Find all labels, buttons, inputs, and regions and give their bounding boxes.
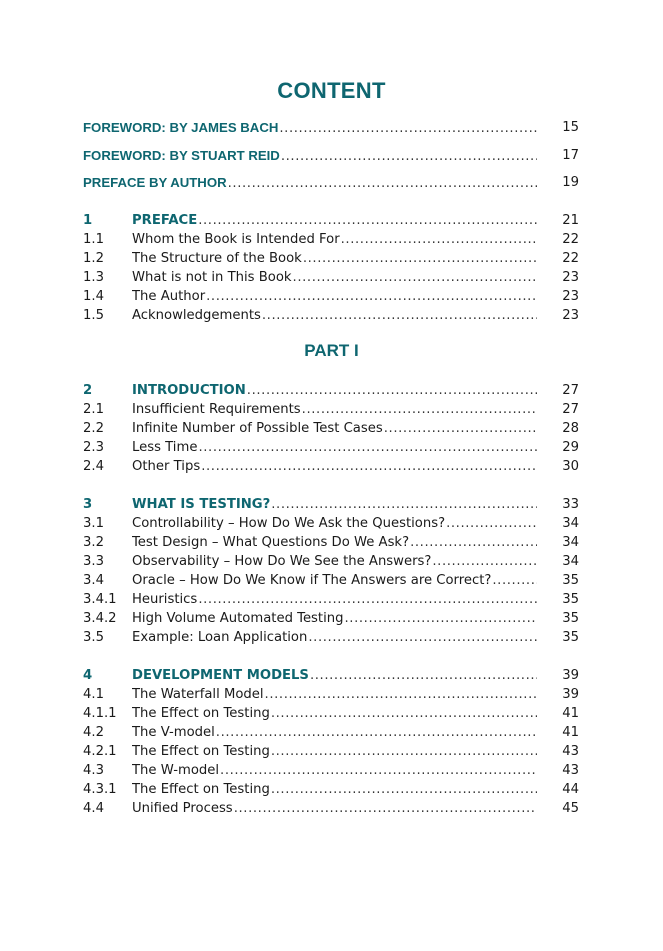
toc-entry-page: 23 — [562, 270, 579, 285]
toc-entry — [83, 211, 579, 230]
toc-entry-title — [132, 799, 537, 818]
toc-entry-title-text: The Waterfall Model — [132, 687, 264, 702]
toc-entry-title — [132, 514, 537, 533]
toc-entry-title — [132, 742, 537, 761]
toc-entry-title — [132, 495, 537, 514]
toc-entry-title-text: Test Design – What Questions Do We Ask? — [132, 535, 410, 550]
toc-entry-page: 15 — [562, 120, 579, 135]
toc-entry-title-text: What is not in This Book — [132, 270, 292, 285]
toc-entry-title-text: Oracle – How Do We Know if The Answers are Correct? — [132, 573, 492, 588]
toc-entry-page: 23 — [562, 289, 579, 304]
toc-entry-title-text: The V-model — [132, 725, 215, 740]
toc-entry-number: 3 — [83, 497, 93, 512]
toc-entry-title — [132, 287, 537, 306]
toc-entry-number: 1.1 — [83, 232, 104, 247]
toc-entry-page: 39 — [562, 668, 579, 683]
toc-entry-title-text: The Effect on Testing — [132, 744, 270, 759]
toc-entry-title-text: Controllability – How Do We Ask the Questions? — [132, 516, 446, 531]
toc-entry — [83, 173, 579, 192]
toc-entry-title — [132, 268, 537, 287]
toc-entry-page: 23 — [562, 308, 579, 323]
toc-entry-title — [132, 438, 537, 457]
toc-entry-page: 33 — [562, 497, 579, 512]
toc-entry — [83, 533, 579, 552]
toc-entry-title — [132, 419, 537, 438]
toc-entry-page: 35 — [562, 630, 579, 645]
toc-entry-page: 22 — [562, 251, 579, 266]
toc-entry-number: 1.3 — [83, 270, 104, 285]
toc-entry-page: 41 — [562, 706, 579, 721]
toc-entry — [83, 419, 579, 438]
part-heading: PART I — [304, 341, 359, 360]
toc-entry-page: 30 — [562, 459, 579, 474]
toc-entry-page: 28 — [562, 421, 579, 436]
toc-entry — [83, 685, 579, 704]
toc-entry-number: 4.4 — [83, 801, 104, 816]
toc-entry — [83, 457, 579, 476]
toc-entry — [83, 268, 579, 287]
toc-entry — [83, 118, 579, 137]
toc-entry-title — [83, 146, 537, 166]
toc-entry — [83, 723, 579, 742]
toc-entry — [83, 742, 579, 761]
toc-entry-title — [132, 780, 537, 799]
toc-entry-title-text: High Volume Automated Testing — [132, 611, 344, 626]
toc-entry-number: 3.2 — [83, 535, 104, 550]
toc-entry-title — [132, 249, 537, 268]
toc-entry-number: 1.4 — [83, 289, 104, 304]
toc-entry-number: 4.2 — [83, 725, 104, 740]
toc-entry-title-text: INTRODUCTION — [132, 383, 246, 398]
toc-entry-title — [132, 704, 537, 723]
toc-entry-number: 1 — [83, 213, 93, 228]
toc-entry-title — [132, 571, 537, 590]
toc-entry — [83, 780, 579, 799]
toc-entry — [83, 306, 579, 325]
toc-entry-page: 19 — [562, 175, 579, 190]
toc-entry-title-text: Other Tips — [132, 459, 201, 474]
toc-entry-title — [132, 552, 537, 571]
toc-entry-title-text: Less Time — [132, 440, 198, 455]
toc-entry-title-text: The Author — [132, 289, 206, 304]
toc-entry-title-text: Unified Process — [132, 801, 233, 816]
toc-entry-title-text: Heuristics — [132, 592, 198, 607]
toc-entry — [83, 571, 579, 590]
toc-entry-title-text: DEVELOPMENT MODELS — [132, 668, 309, 683]
toc-entry-number: 4 — [83, 668, 93, 683]
content-heading: CONTENT — [277, 78, 386, 103]
toc-entry-title — [83, 118, 537, 138]
toc-entry-page: 21 — [562, 213, 579, 228]
toc-entry-page: 17 — [562, 147, 579, 163]
toc-entry-number: 4.1.1 — [83, 706, 117, 721]
toc-entry-number: 2.1 — [83, 402, 104, 417]
toc-entry-title — [132, 211, 537, 230]
toc-entry — [83, 287, 579, 306]
toc-entry-number: 4.1 — [83, 687, 104, 702]
toc-entry-title-text: Infinite Number of Possible Test Cases — [132, 421, 383, 436]
toc-entry-title — [132, 590, 537, 609]
toc-entry — [83, 704, 579, 723]
toc-entry-title-text: Insufficient Requirements — [132, 402, 301, 417]
toc-entry — [83, 249, 579, 268]
toc-entry — [83, 400, 579, 419]
toc-entry — [83, 514, 579, 533]
toc-entry-title — [132, 685, 537, 704]
toc-entry — [83, 799, 579, 818]
toc-entry-number: 1.2 — [83, 251, 104, 266]
toc-entry-page: 34 — [562, 516, 579, 531]
toc-entry-number: 3.4.1 — [83, 592, 117, 607]
toc-entry-number: 2.3 — [83, 440, 104, 455]
toc-entry-page: 45 — [562, 801, 579, 816]
toc-entry-page: 35 — [562, 573, 579, 588]
toc-entry-title-text: The Effect on Testing — [132, 706, 270, 721]
toc-entry-title — [132, 533, 537, 552]
toc-entry-number: 2.2 — [83, 421, 104, 436]
toc-entry-title — [132, 666, 537, 685]
toc-entry-number: 3.4.2 — [83, 611, 117, 626]
toc-entry-title — [132, 381, 537, 400]
toc-entry-page: 44 — [562, 782, 579, 797]
toc-entry-page: 35 — [562, 592, 579, 607]
toc-entry-page: 41 — [562, 725, 579, 740]
toc-entry — [83, 230, 579, 249]
toc-entry-number: 3.4 — [83, 573, 104, 588]
toc-entry-page: 43 — [562, 763, 579, 778]
toc-entry-page: 35 — [562, 611, 579, 626]
toc-entry-title — [132, 628, 537, 647]
toc-entry-title — [132, 457, 537, 476]
toc-entry-title — [132, 230, 537, 249]
toc-entry-number: 2 — [83, 383, 93, 398]
toc-entry-title-text: PREFACE BY AUTHOR — [83, 175, 227, 190]
toc-entry-title-text: Whom the Book is Intended For — [132, 232, 340, 247]
toc-entry-title-text: FOREWORD: BY JAMES BACH — [83, 120, 279, 135]
toc-entry-title — [132, 761, 537, 780]
toc-entry-title-text: Acknowledgements — [132, 308, 261, 323]
toc-entry-page: 34 — [562, 554, 579, 569]
toc-entry-title-text: The Structure of the Book — [132, 251, 302, 266]
toc-entry — [83, 666, 579, 685]
toc-entry — [83, 590, 579, 609]
toc-entry-page: 22 — [562, 232, 579, 247]
toc-entry — [83, 628, 579, 647]
toc-entry-title-text: The Effect on Testing — [132, 782, 270, 797]
toc-entry-title — [132, 400, 537, 419]
toc-entry-number: 3.3 — [83, 554, 104, 569]
toc-entry-page: 34 — [562, 535, 579, 550]
toc-entry-page: 43 — [562, 744, 579, 759]
toc-entry-page: 27 — [562, 402, 579, 417]
toc-entry-title — [132, 609, 537, 628]
toc-entry — [83, 495, 579, 514]
toc-entry-number: 2.4 — [83, 459, 104, 474]
toc-entry-title-text: Observability – How Do We See the Answers? — [132, 554, 432, 569]
toc-entry — [83, 146, 579, 165]
toc-entry-title-text: Example: Loan Application — [132, 630, 308, 645]
toc-entry-title-text: FOREWORD: BY STUART REID — [83, 147, 280, 163]
toc-entry — [83, 438, 579, 457]
toc-entry-title-text: The W-model — [132, 763, 220, 778]
toc-entry-number: 3.5 — [83, 630, 104, 645]
toc-entry-title — [132, 306, 537, 325]
toc-entry — [83, 552, 579, 571]
toc-entry-number: 1.5 — [83, 308, 104, 323]
toc-entry-page: 27 — [562, 383, 579, 398]
toc-entry — [83, 761, 579, 780]
toc-entry-number: 4.3.1 — [83, 782, 117, 797]
toc-entry-number: 4.3 — [83, 763, 104, 778]
toc-entry-title-text: PREFACE — [132, 213, 198, 228]
toc-entry-title — [83, 173, 537, 193]
toc-entry-number: 3.1 — [83, 516, 104, 531]
toc-entry — [83, 381, 579, 400]
toc-entry — [83, 609, 579, 628]
toc-entry-title-text: WHAT IS TESTING? — [132, 497, 271, 512]
toc-entry-number: 4.2.1 — [83, 744, 117, 759]
toc-entry-page: 29 — [562, 440, 579, 455]
toc-entry-title — [132, 723, 537, 742]
toc-entry-page: 39 — [562, 687, 579, 702]
